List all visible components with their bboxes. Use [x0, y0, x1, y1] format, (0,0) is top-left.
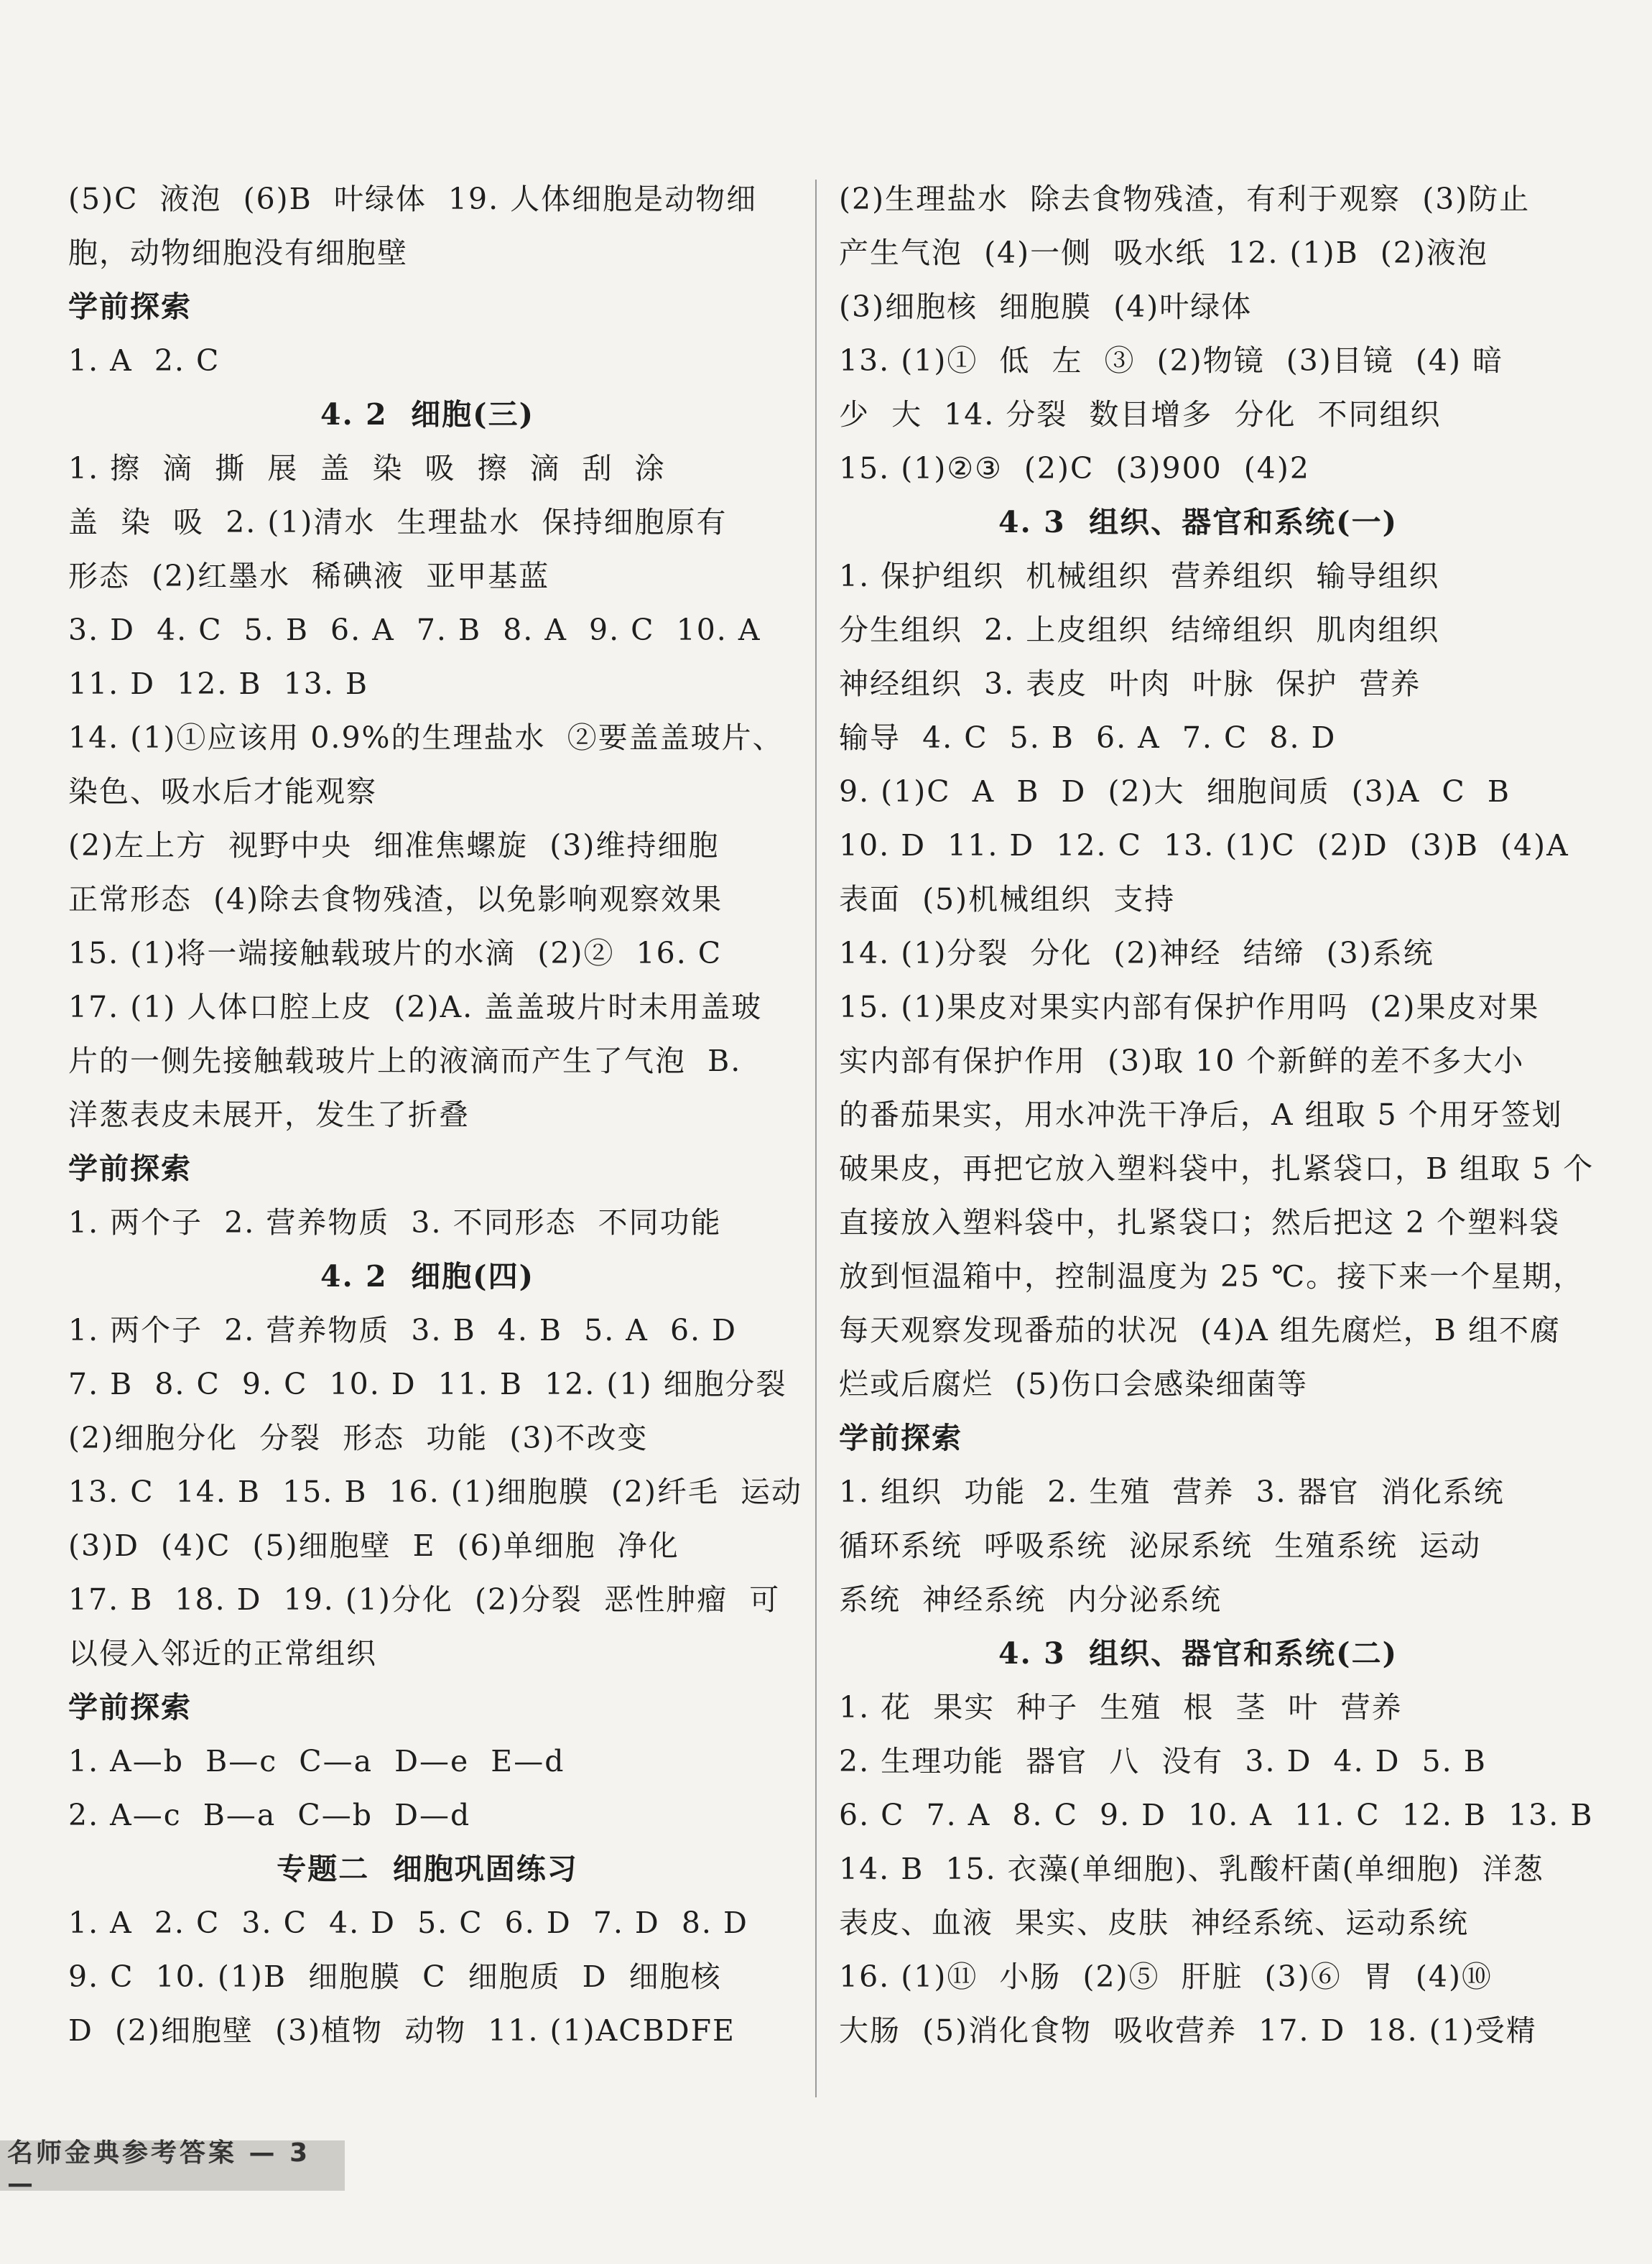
answer-line: 1. 两个子 2. 营养物质 3. 不同形态 不同功能	[68, 1205, 722, 1240]
answer-line: 神经组织 3. 表皮 叶肉 叶脉 保护 营养	[839, 667, 1421, 701]
right-answer-column	[839, 172, 1595, 2058]
answer-line: 1. A 2. C 3. C 4. D 5. C 6. D 7. D 8. D	[68, 1906, 748, 1940]
answer-line: 1. 两个子 2. 营养物质 3. B 4. B 5. A 6. D	[68, 1313, 737, 1347]
answer-line: 10. D 11. D 12. C 13. (1)C (2)D (3)B (4)A	[839, 828, 1569, 863]
answer-line: 2. 生理功能 器官 八 没有 3. D 4. D 5. B	[839, 1744, 1487, 1778]
answer-line: (3)D (4)C (5)细胞壁 E (6)单细胞 净化	[68, 1528, 679, 1563]
answer-line: 9. C 10. (1)B 细胞膜 C 细胞质 D 细胞核	[68, 1959, 722, 1994]
answer-line: 每天观察发现番茄的状况 (4)A 组先腐烂，B 组不腐	[839, 1313, 1561, 1347]
answer-line: 7. B 8. C 9. C 10. D 11. B 12. (1) 细胞分裂	[68, 1367, 787, 1401]
answer-line: 染色、吸水后才能观察	[68, 774, 377, 809]
answer-line: 破果皮，再把它放入塑料袋中，扎紧袋口，B 组取 5 个	[839, 1151, 1595, 1186]
subsection-heading: 学前探索	[839, 1421, 962, 1455]
section-heading: 4. 3 组织、器官和系统(一)	[998, 505, 1398, 539]
column-divider	[815, 180, 817, 2097]
answer-line: (3)细胞核 细胞膜 (4)叶绿体	[839, 289, 1253, 324]
answer-line: 14. (1)①应该用 0.9%的生理盐水 ②要盖盖玻片、	[68, 720, 784, 755]
answer-line: 胞，动物细胞没有细胞壁	[68, 236, 408, 270]
answer-line: 1. 擦 滴 撕 展 盖 染 吸 擦 滴 刮 涂	[68, 451, 666, 486]
answer-line: 6. C 7. A 8. C 9. D 10. A 11. C 12. B 13. B	[839, 1798, 1594, 1832]
section-heading: 4. 2 细胞(三)	[320, 397, 534, 432]
answer-line: 15. (1)②③ (2)C (3)900 (4)2	[839, 451, 1310, 486]
answer-line: (5)C 液泡 (6)B 叶绿体 19. 人体细胞是动物细	[68, 182, 758, 216]
answer-line: 17. B 18. D 19. (1)分化 (2)分裂 恶性肿瘤 可	[68, 1582, 781, 1617]
answer-line: 正常形态 (4)除去食物残渣，以免影响观察效果	[68, 882, 723, 917]
left-answer-column	[68, 172, 803, 2058]
answer-line: 片的一侧先接触载玻片上的液滴而产生了气泡 B.	[68, 1044, 742, 1078]
answer-line: 1. 保护组织 机械组织 营养组织 输导组织	[839, 559, 1440, 593]
answer-line: 少 大 14. 分裂 数目增多 分化 不同组织	[839, 397, 1442, 432]
answer-line: 1. 组织 功能 2. 生殖 营养 3. 器官 消化系统	[839, 1475, 1505, 1509]
answer-line: 9. (1)C A B D (2)大 细胞间质 (3)A C B	[839, 774, 1511, 809]
answer-line: (2)生理盐水 除去食物残渣，有利于观察 (3)防止	[839, 182, 1531, 216]
answer-line: 1. 花 果实 种子 生殖 根 茎 叶 营养	[839, 1690, 1403, 1725]
answer-line: 盖 染 吸 2. (1)清水 生理盐水 保持细胞原有	[68, 505, 728, 539]
answer-line: D (2)细胞壁 (3)植物 动物 11. (1)ACBDFE	[68, 2013, 735, 2048]
footer-text: 名师金典参考答案 — 3 —	[7, 2138, 311, 2199]
answer-line: 系统 神经系统 内分泌系统	[839, 1582, 1222, 1617]
subsection-heading: 学前探索	[68, 1151, 192, 1186]
answer-line: 11. D 12. B 13. B	[68, 667, 368, 701]
answer-line: 形态 (2)红墨水 稀碘液 亚甲基蓝	[68, 559, 550, 593]
answer-line: 14. (1)分裂 分化 (2)神经 结缔 (3)系统	[839, 936, 1434, 970]
answer-line: 15. (1)将一端接触载玻片的水滴 (2)② 16. C	[68, 936, 723, 970]
answer-line: 1. A 2. C	[68, 343, 221, 378]
answer-line: 表面 (5)机械组织 支持	[839, 882, 1176, 917]
answer-line: 2. A—c B—a C—b D—d	[68, 1798, 471, 1832]
answer-line: 13. (1)① 低 左 ③ (2)物镜 (3)目镜 (4) 暗	[839, 343, 1503, 378]
answer-line: (2)细胞分化 分裂 形态 功能 (3)不改变	[68, 1421, 649, 1455]
answer-line: 产生气泡 (4)一侧 吸水纸 12. (1)B (2)液泡	[839, 236, 1488, 270]
answer-line: 17. (1) 人体口腔上皮 (2)A. 盖盖玻片时未用盖玻	[68, 990, 763, 1024]
answer-line: 表皮、血液 果实、皮肤 神经系统、运动系统	[839, 1906, 1470, 1940]
answer-line: 实内部有保护作用 (3)取 10 个新鲜的差不多大小	[839, 1044, 1525, 1078]
answer-line: 以侵入邻近的正常组织	[68, 1636, 377, 1671]
answer-line: 烂或后腐烂 (5)伤口会感染细菌等	[839, 1367, 1309, 1401]
answer-line: (2)左上方 视野中央 细准焦螺旋 (3)维持细胞	[68, 828, 720, 863]
answer-line: 循环系统 呼吸系统 泌尿系统 生殖系统 运动	[839, 1528, 1482, 1563]
section-heading: 专题二 细胞巩固练习	[277, 1852, 578, 1886]
answer-line: 输导 4. C 5. B 6. A 7. C 8. D	[839, 720, 1337, 755]
answer-line: 16. (1)⑪ 小肠 (2)⑤ 肝脏 (3)⑥ 胃 (4)⑩	[839, 1959, 1493, 1994]
answer-line: 大肠 (5)消化食物 吸收营养 17. D 18. (1)受精	[839, 2013, 1537, 2048]
answer-line: 放到恒温箱中，控制温度为 25 ℃。接下来一个星期，	[839, 1259, 1584, 1294]
answer-line: 洋葱表皮未展开，发生了折叠	[68, 1098, 470, 1132]
answer-line: 15. (1)果皮对果实内部有保护作用吗 (2)果皮对果	[839, 990, 1540, 1024]
section-heading: 4. 2 细胞(四)	[320, 1259, 534, 1294]
section-heading: 4. 3 组织、器官和系统(二)	[998, 1636, 1398, 1671]
subsection-heading: 学前探索	[68, 289, 192, 324]
page-footer	[0, 2138, 345, 2199]
answer-line: 直接放入塑料袋中，扎紧袋口；然后把这 2 个塑料袋	[839, 1205, 1561, 1240]
answer-line: 的番茄果实，用水冲洗干净后，A 组取 5 个用牙签划	[839, 1098, 1563, 1132]
answer-line: 1. A—b B—c C—a D—e E—d	[68, 1744, 565, 1778]
answer-line: 3. D 4. C 5. B 6. A 7. B 8. A 9. C 10. A	[68, 613, 761, 647]
answer-line: 13. C 14. B 15. B 16. (1)细胞膜 (2)纤毛 运动	[68, 1475, 803, 1509]
answer-line: 14. B 15. 衣藻(单细胞)、乳酸杆菌(单细胞) 洋葱	[839, 1852, 1544, 1886]
subsection-heading: 学前探索	[68, 1690, 192, 1725]
answer-line: 分生组织 2. 上皮组织 结缔组织 肌肉组织	[839, 613, 1440, 647]
